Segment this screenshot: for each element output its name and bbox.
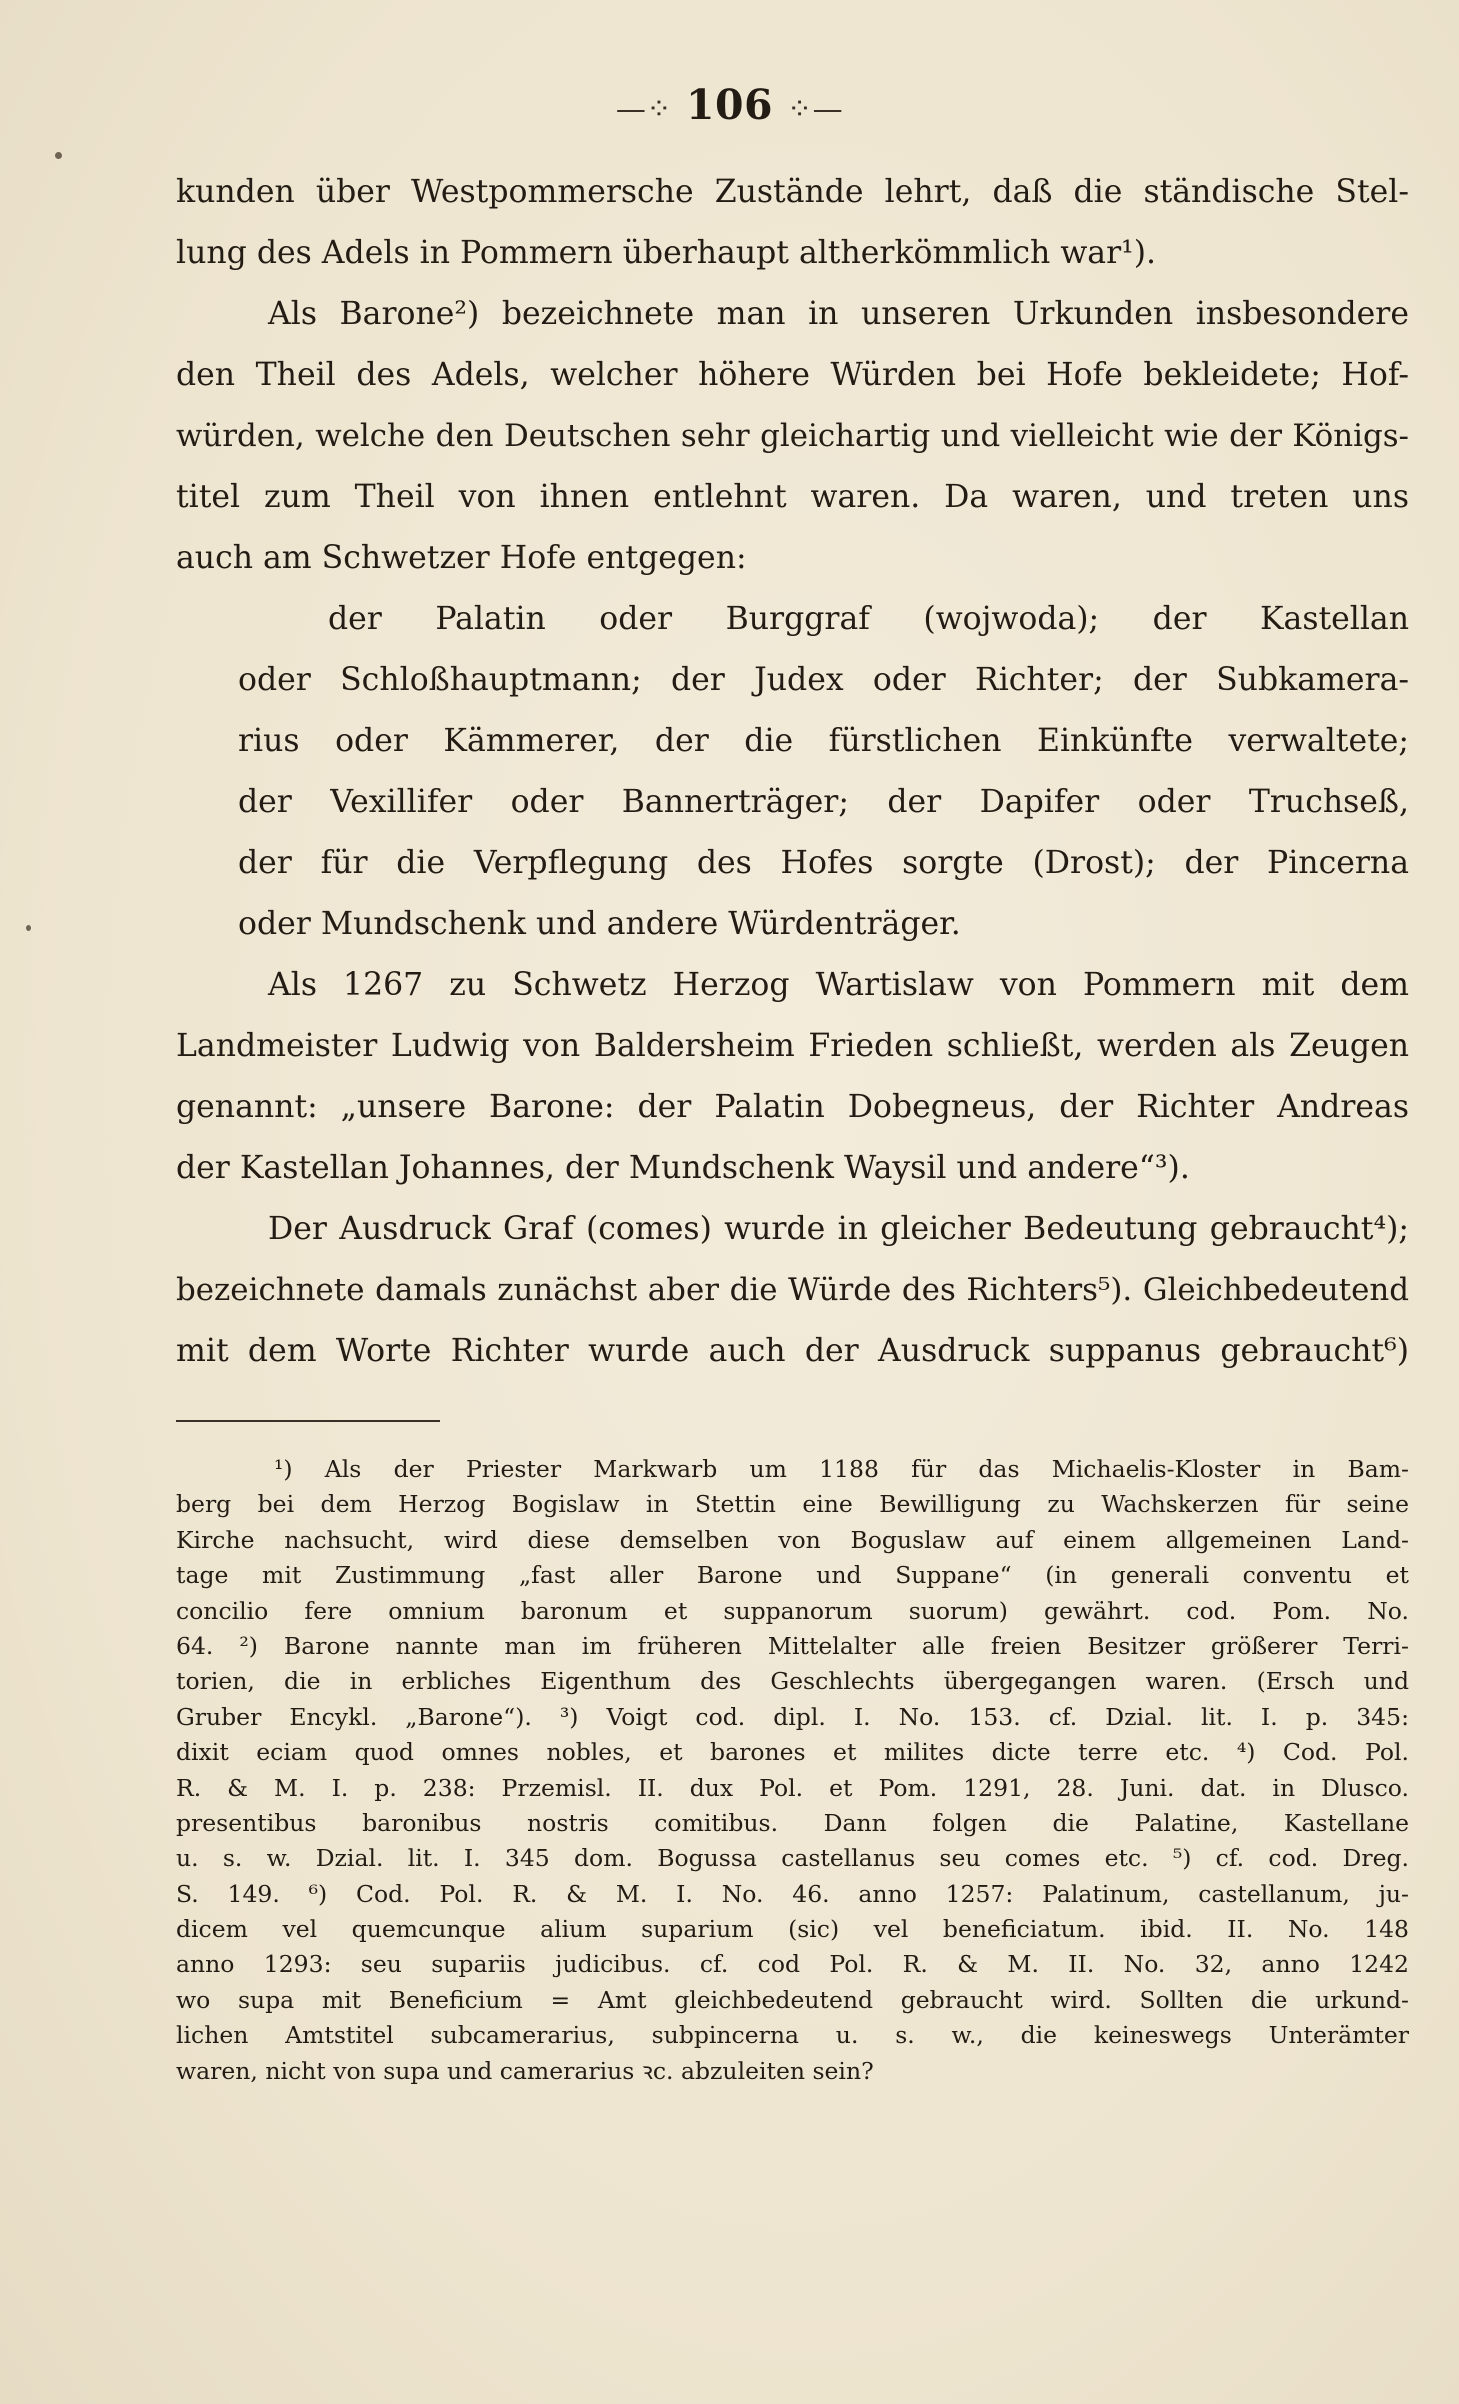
text-line: Als 1267 zu Schwetz Herzog Wartislaw von Pommern mit dem (268, 967, 1409, 1003)
paper-spot (55, 152, 62, 159)
header-ornament-right: ⁘— (787, 92, 844, 127)
text-line: Der Ausdruck Graf (comes) wurde in gleicher Bedeutung gebraucht⁴); (268, 1211, 1409, 1247)
text-line: mit dem Worte Richter wurde auch der Ausdruck suppanus gebraucht⁶) (176, 1333, 1409, 1369)
page-number: 106 (685, 81, 774, 129)
footnote-line: anno 1293: seu supariis judicibus. cf. cod Pol. R. & M. II. No. 32, anno 1242 (176, 1950, 1409, 1979)
footnote-line: presentibus baronibus nostris comitibus. Dann folgen die Palatine, Kastellane (176, 1808, 1409, 1837)
footnote-line: waren, nicht von supa und camerarius ꝛc. abzuleiten sein? (176, 2056, 874, 2085)
office-list-line: oder Schloßhauptmann; der Judex oder Richter; der Subkamera- (238, 662, 1409, 698)
footnote-line: torien, die in erbliches Eigenthum des Geschlechts übergegangen waren. (Ersch und (176, 1667, 1409, 1696)
footnote-line: concilio fere omnium baronum et suppanorum suorum) gewährt. cod. Pom. No. (176, 1596, 1409, 1625)
office-list-line: der für die Verpflegung des Hofes sorgte (Drost); der Pincerna (238, 845, 1409, 881)
footnote-line: lichen Amtstitel subcamerarius, subpincerna u. s. w., die keineswegs Unterämter (176, 2021, 1409, 2050)
text-line: Als Barone²) bezeichnete man in unseren Urkunden insbesondere (268, 296, 1409, 332)
text-line: der Kastellan Johannes, der Mundschenk Waysil und andere“³). (176, 1150, 1190, 1186)
footnote-line: u. s. w. Dzial. lit. I. 345 dom. Bogussa castellanus seu comes etc. ⁵) cf. cod. Dreg. (176, 1844, 1409, 1873)
main-text (176, 162, 1409, 1382)
footnote-line: 64. ²) Barone nannte man im früheren Mittelalter alle freien Besitzer größerer Terri- (176, 1631, 1409, 1660)
text-line: bezeichnete damals zunächst aber die Würde des Richters⁵). Gleichbedeutend (176, 1272, 1409, 1308)
office-list-line: der Palatin oder Burggraf (wojwoda); der Kastellan (328, 601, 1409, 637)
footnote-line: berg bei dem Herzog Bogislaw in Stettin eine Bewilligung zu Wachskerzen für seine (176, 1490, 1409, 1519)
text-line: auch am Schwetzer Hofe entgegen: (176, 540, 747, 576)
footnote-line: Gruber Encykl. „Barone“). ³) Voigt cod. dipl. I. No. 153. cf. Dzial. lit. I. p. 345: (176, 1702, 1409, 1731)
footnote-line: wo supa mit Beneficium = Amt gleichbedeutend gebraucht wird. Sollten die urkund- (176, 1985, 1409, 2014)
footnote-line: dixit eciam quod omnes nobles, et barones et milites dicte terre etc. ⁴) Cod. Pol. (176, 1738, 1409, 1767)
footnote-line: dicem vel quemcunque alium suparium (sic) vel beneficiatum. ibid. II. No. 148 (176, 1915, 1409, 1944)
text-line: genannt: „unsere Barone: der Palatin Dobegneus, der Richter Andreas (176, 1089, 1409, 1125)
footnote-line: Kirche nachsucht, wird diese demselben von Boguslaw auf einem allgemeinen Land- (176, 1525, 1409, 1554)
footnote-separator (176, 1420, 440, 1422)
footnote-line: S. 149. ⁶) Cod. Pol. R. & M. I. No. 46. anno 1257: Palatinum, castellanum, ju- (176, 1879, 1409, 1908)
office-list-line: rius oder Kämmerer, der die fürstlichen Einkünfte verwaltete; (238, 723, 1409, 759)
text-line: kunden über Westpommersche Zustände lehrt, daß die ständische Stel- (176, 174, 1409, 210)
paper-spot (26, 925, 31, 931)
text-line: würden, welche den Deutschen sehr gleichartig und vielleicht wie der Königs- (176, 418, 1409, 454)
footnotes (176, 1452, 1409, 2089)
text-line: titel zum Theil von ihnen entlehnt waren. Da waren, und treten uns (176, 479, 1409, 515)
running-header (0, 80, 1459, 135)
text-line: den Theil des Adels, welcher höhere Würden bei Hofe bekleidete; Hof- (176, 357, 1409, 393)
footnote-line: ¹) Als der Priester Markwarb um 1188 für das Michaelis-Kloster in Bam- (274, 1455, 1409, 1483)
text-line: lung des Adels in Pommern überhaupt altherkömmlich war¹). (176, 235, 1157, 271)
office-list-line: oder Mundschenk und andere Würdenträger. (238, 906, 961, 942)
text-line: Landmeister Ludwig von Baldersheim Frieden schließt, werden als Zeugen (176, 1028, 1409, 1064)
footnote-line: tage mit Zustimmung „fast aller Barone und Suppane“ (in generali conventu et (176, 1561, 1409, 1590)
header-ornament-left: —⁘ (615, 92, 672, 127)
office-list-line: der Vexillifer oder Bannerträger; der Dapifer oder Truchseß, (238, 784, 1409, 820)
footnote-line: R. & M. I. p. 238: Przemisl. II. dux Pol. et Pom. 1291, 28. Juni. dat. in Dlusco. (176, 1773, 1409, 1802)
